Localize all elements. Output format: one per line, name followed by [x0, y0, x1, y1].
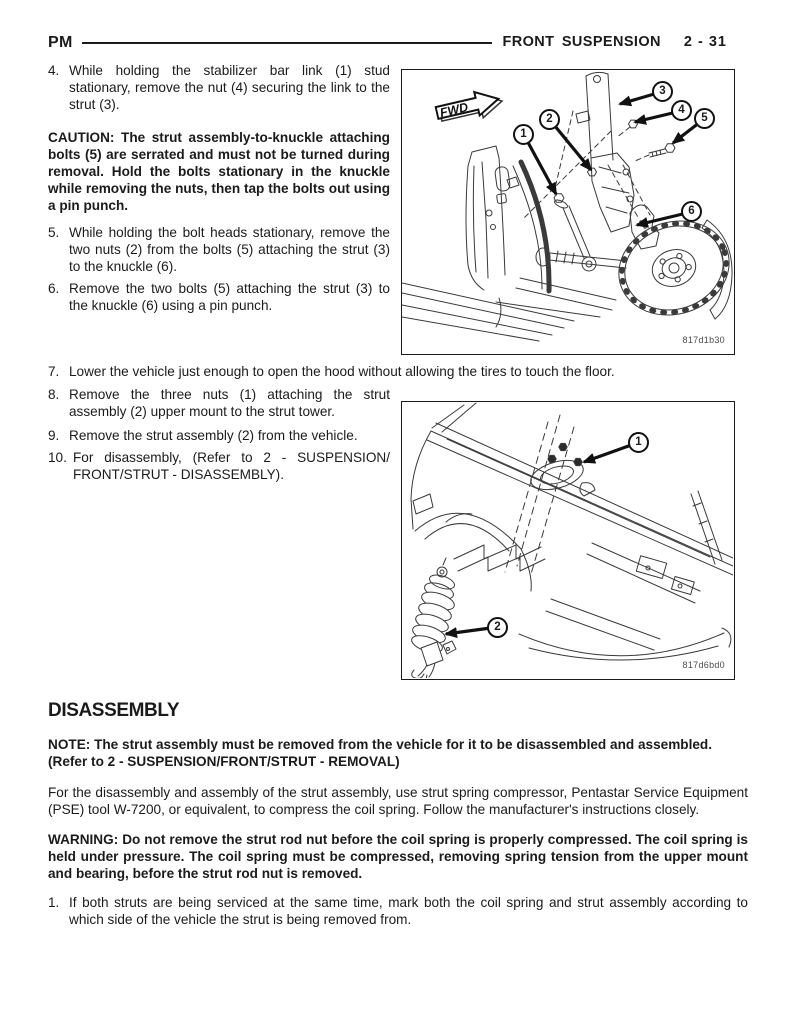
removal-step-8 [48, 386, 390, 420]
removal-steps-lower [48, 386, 390, 483]
disassembly-section [48, 700, 748, 928]
step-number: 7. [48, 364, 60, 379]
step-number: 5. [48, 225, 60, 240]
step-text: Remove the two bolts (5) attaching the strut (3) to the knuckle (6) using a pin punch. [69, 281, 390, 313]
step-text: For disassembly, (Refer to 2 - SUSPENSION/ FRONT/STRUT - DISASSEMBLY). [73, 450, 390, 482]
step-text: Remove the three nuts (1) attaching the strut assembly (2) upper mount to the strut tower. [69, 387, 390, 419]
callout-2: 2 [487, 617, 508, 638]
removal-step-6 [48, 280, 390, 314]
callout-1: 1 [628, 432, 649, 453]
disassembly-heading: DISASSEMBLY [48, 700, 180, 721]
removal-step-7 [48, 363, 748, 380]
strut-assembly-line-art [402, 402, 733, 678]
header-rule [82, 42, 493, 44]
figure-code: 817d6bd0 [682, 660, 725, 670]
step-text: While holding the bolt heads stationary, remove the two nuts (2) from the bolts (5) attaching the strut (3) to the knuckle (6). [69, 225, 390, 274]
step-text: If both struts are being serviced at the same time, mark both the coil spring and strut assembly according to which side of the vehicle the strut is being removed from. [69, 895, 748, 927]
step-number: 4. [48, 63, 60, 78]
step-text: Remove the strut assembly (2) from the vehicle. [69, 428, 358, 443]
figure-code: 817d1b30 [682, 335, 725, 345]
warning-note: WARNING: Do not remove the strut rod nut before the coil spring is properly compressed. The coil spring is held under pressure. The coil spring must be compressed, removing spring tension from the upper mount and bearing, before the strut rod nut is removed. [48, 832, 748, 881]
step-text: While holding the stabilizer bar link (1) stud stationary, remove the nut (4) securing the link to the strut (3). [69, 63, 390, 112]
disassembly-step-1 [48, 894, 748, 928]
figure-strut-assembly-removal [401, 401, 735, 680]
step-number: 9. [48, 428, 60, 443]
removal-steps-upper [48, 62, 390, 314]
callout-6: 6 [681, 201, 702, 222]
disassembly-note [48, 736, 748, 770]
step-number: 8. [48, 387, 60, 402]
step-number: 6. [48, 281, 60, 296]
step-text: Lower the vehicle just enough to open the hood without allowing the tires to touch the floor. [69, 364, 615, 379]
manual-code: PM [48, 34, 73, 51]
caution-note: CAUTION: The strut assembly-to-knuckle attaching bolts (5) are serrated and must not be turned during removal. Hold the bolts stationary in the knuckle while removing the nuts, then tap the bolts out using a pin punch. [48, 130, 390, 213]
removal-step-10 [48, 449, 390, 483]
figure-strut-knuckle-removal [401, 69, 735, 355]
page-number: 2 - 31 [683, 34, 727, 50]
callout-5: 5 [694, 108, 715, 129]
step-number: 1. [48, 895, 60, 910]
removal-step-9 [48, 427, 390, 444]
step-number: 10. [48, 450, 67, 465]
callout-2: 2 [539, 109, 560, 130]
fwd-label: FWD [438, 100, 470, 121]
callout-1: 1 [513, 124, 534, 145]
section-title: FRONT SUSPENSION [502, 34, 661, 50]
removal-step-5 [48, 224, 390, 275]
callout-3: 3 [652, 81, 673, 102]
note-line-1: NOTE: The strut assembly must be removed from the vehicle for it to be disassembled and assembled. [48, 737, 713, 752]
page-header [48, 34, 727, 51]
note-line-2: (Refer to 2 - SUSPENSION/FRONT/STRUT - REMOVAL) [48, 754, 400, 769]
callout-4: 4 [671, 100, 692, 121]
removal-step-4 [48, 62, 390, 113]
disassembly-intro: For the disassembly and assembly of the strut assembly, use strut spring compressor, Pentastar Service Equipment (PSE) tool W-7200, or equivalent, to compress the coil spring. Follow the manufacturer's instructions closely. [48, 785, 748, 817]
